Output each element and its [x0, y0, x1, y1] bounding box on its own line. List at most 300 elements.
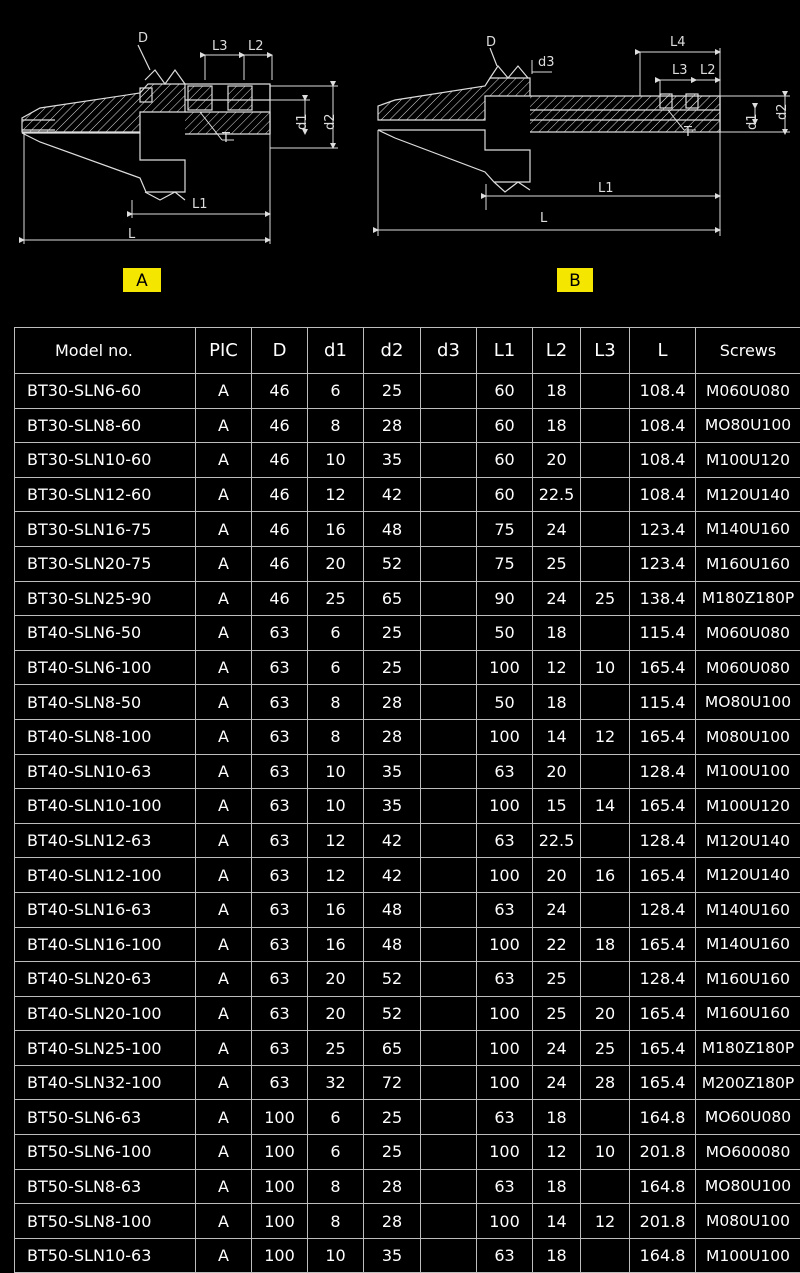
- cell-pic: A: [196, 1238, 252, 1273]
- cell-d: 63: [252, 685, 308, 720]
- cell-l1: 100: [477, 1065, 533, 1100]
- table-row: [15, 443, 800, 478]
- cell-d1: 20: [308, 962, 364, 997]
- table-row: [15, 512, 800, 547]
- cell-d1: 6: [308, 616, 364, 651]
- cell-model: BT50-SLN8-63: [15, 1169, 196, 1204]
- cell-d: 63: [252, 927, 308, 962]
- cell-model: BT30-SLN6-60: [15, 374, 196, 409]
- cell-d1: 8: [308, 408, 364, 443]
- header-d2: d2: [364, 328, 421, 374]
- cell-d2: 48: [364, 512, 421, 547]
- cell-l3: [581, 754, 630, 789]
- cell-l1: 60: [477, 374, 533, 409]
- cell-d1: 12: [308, 858, 364, 893]
- cell-l1: 100: [477, 927, 533, 962]
- cell-d3: [421, 962, 477, 997]
- cell-pic: A: [196, 927, 252, 962]
- cell-d1: 20: [308, 996, 364, 1031]
- cell-pic: A: [196, 546, 252, 581]
- cell-l1: 100: [477, 996, 533, 1031]
- cell-d: 100: [252, 1204, 308, 1239]
- cell-model: BT40-SLN8-100: [15, 719, 196, 754]
- cell-l1: 60: [477, 408, 533, 443]
- cell-d2: 65: [364, 581, 421, 616]
- cell-screws: M100U100: [696, 754, 800, 789]
- cell-l3: [581, 1169, 630, 1204]
- table-row: [15, 581, 800, 616]
- cell-model: BT50-SLN8-100: [15, 1204, 196, 1239]
- cell-l: 128.4: [630, 962, 696, 997]
- cell-d: 46: [252, 546, 308, 581]
- cell-l: 165.4: [630, 927, 696, 962]
- cell-l3: [581, 892, 630, 927]
- cell-d3: [421, 546, 477, 581]
- cell-model: BT40-SLN20-63: [15, 962, 196, 997]
- cell-d2: 28: [364, 408, 421, 443]
- cell-pic: A: [196, 962, 252, 997]
- cell-l: 165.4: [630, 1065, 696, 1100]
- cell-screws: M120U140: [696, 858, 800, 893]
- cell-l: 128.4: [630, 892, 696, 927]
- cell-l1: 100: [477, 789, 533, 824]
- cell-d: 63: [252, 789, 308, 824]
- header-l3: L3: [581, 328, 630, 374]
- cell-l2: 18: [533, 1169, 581, 1204]
- header-d1: d1: [308, 328, 364, 374]
- cell-screws: M100U120: [696, 789, 800, 824]
- cell-l2: 18: [533, 408, 581, 443]
- cell-d: 63: [252, 892, 308, 927]
- cell-d1: 16: [308, 927, 364, 962]
- cell-pic: A: [196, 1031, 252, 1066]
- table-row: [15, 719, 800, 754]
- cell-d1: 8: [308, 1169, 364, 1204]
- cell-d: 63: [252, 962, 308, 997]
- cell-l2: 18: [533, 616, 581, 651]
- cell-l2: 14: [533, 719, 581, 754]
- technical-drawing: [0, 0, 800, 325]
- cell-l: 165.4: [630, 858, 696, 893]
- cell-d2: 28: [364, 1204, 421, 1239]
- cell-d2: 52: [364, 962, 421, 997]
- cell-l2: 25: [533, 546, 581, 581]
- cell-l2: 12: [533, 1135, 581, 1170]
- cell-screws: MO80U100: [696, 685, 800, 720]
- cell-l1: 100: [477, 1135, 533, 1170]
- cell-d3: [421, 1135, 477, 1170]
- cell-l: 123.4: [630, 546, 696, 581]
- cell-d1: 6: [308, 1100, 364, 1135]
- cell-l: 201.8: [630, 1204, 696, 1239]
- cell-l2: 20: [533, 443, 581, 478]
- table-row: [15, 374, 800, 409]
- cell-l: 108.4: [630, 408, 696, 443]
- header-l2: L2: [533, 328, 581, 374]
- cell-pic: A: [196, 996, 252, 1031]
- cell-screws: M120U140: [696, 477, 800, 512]
- cell-d: 46: [252, 408, 308, 443]
- cell-screws: M060U080: [696, 374, 800, 409]
- cell-d2: 65: [364, 1031, 421, 1066]
- cell-model: BT30-SLN10-60: [15, 443, 196, 478]
- cell-l: 165.4: [630, 719, 696, 754]
- cell-l1: 90: [477, 581, 533, 616]
- cell-d: 63: [252, 1065, 308, 1100]
- cell-d3: [421, 823, 477, 858]
- cell-d2: 35: [364, 789, 421, 824]
- cell-d2: 25: [364, 1100, 421, 1135]
- cell-l3: [581, 823, 630, 858]
- cell-screws: M100U100: [696, 1238, 800, 1273]
- cell-d1: 6: [308, 374, 364, 409]
- cell-model: BT40-SLN10-63: [15, 754, 196, 789]
- cell-l: 128.4: [630, 823, 696, 858]
- cell-l2: 25: [533, 996, 581, 1031]
- cell-screws: M060U080: [696, 616, 800, 651]
- cell-l: 165.4: [630, 996, 696, 1031]
- cell-d: 63: [252, 616, 308, 651]
- cell-pic: A: [196, 1204, 252, 1239]
- cell-d3: [421, 719, 477, 754]
- cell-model: BT30-SLN20-75: [15, 546, 196, 581]
- cell-l3: 25: [581, 1031, 630, 1066]
- cell-pic: A: [196, 719, 252, 754]
- cell-pic: A: [196, 858, 252, 893]
- header-model: Model no.: [15, 328, 196, 374]
- table-header-row: [15, 328, 800, 374]
- cell-screws: M160U160: [696, 962, 800, 997]
- cell-d1: 16: [308, 892, 364, 927]
- cell-d3: [421, 996, 477, 1031]
- cell-l: 108.4: [630, 477, 696, 512]
- cell-d3: [421, 1065, 477, 1100]
- cell-l1: 100: [477, 1204, 533, 1239]
- table-row: [15, 789, 800, 824]
- label-b-d: D: [486, 35, 496, 50]
- cell-d2: 52: [364, 996, 421, 1031]
- cell-d3: [421, 1238, 477, 1273]
- table-row: [15, 616, 800, 651]
- cell-l2: 24: [533, 1031, 581, 1066]
- cell-screws: M160U160: [696, 546, 800, 581]
- cell-d2: 25: [364, 374, 421, 409]
- cell-d1: 20: [308, 546, 364, 581]
- table-row: [15, 1031, 800, 1066]
- table-row: [15, 1135, 800, 1170]
- cell-screws: M140U160: [696, 512, 800, 547]
- label-a-l1: L1: [192, 197, 208, 212]
- cell-model: BT40-SLN25-100: [15, 1031, 196, 1066]
- cell-l2: 18: [533, 1100, 581, 1135]
- cell-pic: A: [196, 1135, 252, 1170]
- cell-l: 165.4: [630, 650, 696, 685]
- cell-d: 46: [252, 443, 308, 478]
- cell-model: BT40-SLN6-50: [15, 616, 196, 651]
- table-row: [15, 477, 800, 512]
- cell-model: BT50-SLN10-63: [15, 1238, 196, 1273]
- cell-model: BT50-SLN6-63: [15, 1100, 196, 1135]
- cell-d1: 6: [308, 1135, 364, 1170]
- cell-l2: 25: [533, 962, 581, 997]
- cell-screws: MO600080: [696, 1135, 800, 1170]
- cell-d1: 32: [308, 1065, 364, 1100]
- cell-l: 138.4: [630, 581, 696, 616]
- cell-d1: 10: [308, 443, 364, 478]
- tag-a: A: [136, 271, 148, 291]
- cell-d: 46: [252, 581, 308, 616]
- cell-d1: 10: [308, 789, 364, 824]
- table-row: [15, 650, 800, 685]
- cell-d: 63: [252, 719, 308, 754]
- cell-l3: [581, 685, 630, 720]
- cell-d1: 16: [308, 512, 364, 547]
- cell-l1: 100: [477, 719, 533, 754]
- cell-pic: A: [196, 892, 252, 927]
- cell-l1: 50: [477, 616, 533, 651]
- cell-pic: A: [196, 581, 252, 616]
- cell-pic: A: [196, 616, 252, 651]
- cell-pic: A: [196, 477, 252, 512]
- cell-d3: [421, 927, 477, 962]
- cell-d3: [421, 1204, 477, 1239]
- cell-l3: 12: [581, 1204, 630, 1239]
- cell-l1: 60: [477, 443, 533, 478]
- cell-d1: 25: [308, 1031, 364, 1066]
- cell-l2: 14: [533, 1204, 581, 1239]
- cell-l3: [581, 443, 630, 478]
- cell-model: BT40-SLN6-100: [15, 650, 196, 685]
- label-b-l1: L1: [598, 181, 614, 196]
- header-d: D: [252, 328, 308, 374]
- cell-d2: 25: [364, 616, 421, 651]
- cell-l: 165.4: [630, 1031, 696, 1066]
- cell-l3: [581, 546, 630, 581]
- cell-pic: A: [196, 443, 252, 478]
- cell-l2: 18: [533, 374, 581, 409]
- header-pic: PIC: [196, 328, 252, 374]
- cell-l1: 63: [477, 1169, 533, 1204]
- cell-d2: 28: [364, 719, 421, 754]
- cell-l3: 14: [581, 789, 630, 824]
- cell-screws: M140U160: [696, 892, 800, 927]
- table-row: [15, 1065, 800, 1100]
- cell-d3: [421, 374, 477, 409]
- cell-d3: [421, 892, 477, 927]
- cell-d2: 52: [364, 546, 421, 581]
- table-row: [15, 858, 800, 893]
- cell-l3: 10: [581, 650, 630, 685]
- cell-d2: 35: [364, 443, 421, 478]
- cell-d2: 35: [364, 754, 421, 789]
- cell-d: 46: [252, 477, 308, 512]
- table-row: [15, 546, 800, 581]
- cell-l2: 18: [533, 685, 581, 720]
- cell-d: 63: [252, 1031, 308, 1066]
- cell-d: 100: [252, 1169, 308, 1204]
- label-a-l3: L3: [212, 39, 228, 54]
- cell-model: BT40-SLN12-63: [15, 823, 196, 858]
- cell-pic: A: [196, 512, 252, 547]
- cell-l1: 63: [477, 1238, 533, 1273]
- cell-l: 128.4: [630, 754, 696, 789]
- cell-l3: [581, 374, 630, 409]
- cell-l2: 22.5: [533, 477, 581, 512]
- cell-pic: A: [196, 1100, 252, 1135]
- cell-l: 164.8: [630, 1169, 696, 1204]
- label-b-l3: L3: [672, 63, 688, 78]
- cell-model: BT30-SLN12-60: [15, 477, 196, 512]
- cell-l2: 20: [533, 858, 581, 893]
- cell-l3: [581, 1100, 630, 1135]
- cell-d1: 8: [308, 1204, 364, 1239]
- label-a-d1: d1: [295, 113, 310, 130]
- cell-l2: 24: [533, 581, 581, 616]
- cell-d2: 28: [364, 685, 421, 720]
- table-row: [15, 1204, 800, 1239]
- cell-d1: 12: [308, 477, 364, 512]
- cell-d3: [421, 754, 477, 789]
- cell-d3: [421, 408, 477, 443]
- cell-model: BT40-SLN10-100: [15, 789, 196, 824]
- cell-screws: M080U100: [696, 719, 800, 754]
- table-row: [15, 1169, 800, 1204]
- cell-screws: M200Z180P: [696, 1065, 800, 1100]
- cell-l3: 10: [581, 1135, 630, 1170]
- label-a-t: T: [221, 131, 230, 146]
- cell-l1: 63: [477, 1100, 533, 1135]
- table-row: [15, 927, 800, 962]
- cell-l3: 20: [581, 996, 630, 1031]
- label-b-d3: d3: [538, 55, 555, 70]
- cell-l1: 63: [477, 962, 533, 997]
- cell-screws: M140U160: [696, 927, 800, 962]
- cell-l1: 63: [477, 892, 533, 927]
- cell-l3: 16: [581, 858, 630, 893]
- cell-d3: [421, 685, 477, 720]
- cell-d2: 28: [364, 1169, 421, 1204]
- cell-d: 100: [252, 1238, 308, 1273]
- cell-l3: 25: [581, 581, 630, 616]
- cell-l3: [581, 1238, 630, 1273]
- cell-model: BT30-SLN8-60: [15, 408, 196, 443]
- cell-l: 165.4: [630, 789, 696, 824]
- cell-pic: A: [196, 1169, 252, 1204]
- cell-model: BT30-SLN16-75: [15, 512, 196, 547]
- cell-model: BT50-SLN6-100: [15, 1135, 196, 1170]
- cell-d1: 10: [308, 1238, 364, 1273]
- cell-l3: 28: [581, 1065, 630, 1100]
- table-row: [15, 1238, 800, 1273]
- cell-l2: 24: [533, 1065, 581, 1100]
- cell-d3: [421, 512, 477, 547]
- table-row: [15, 996, 800, 1031]
- cell-l3: [581, 408, 630, 443]
- cell-l1: 75: [477, 546, 533, 581]
- cell-d3: [421, 1169, 477, 1204]
- cell-d3: [421, 789, 477, 824]
- cell-screws: M160U160: [696, 996, 800, 1031]
- cell-d1: 12: [308, 823, 364, 858]
- cell-screws: MO60U080: [696, 1100, 800, 1135]
- cell-d: 46: [252, 512, 308, 547]
- cell-l2: 12: [533, 650, 581, 685]
- cell-pic: A: [196, 685, 252, 720]
- cell-screws: M080U100: [696, 1204, 800, 1239]
- cell-l1: 60: [477, 477, 533, 512]
- holder-drawing-a: [22, 45, 270, 200]
- cell-model: BT40-SLN16-63: [15, 892, 196, 927]
- table-row: [15, 754, 800, 789]
- cell-model: BT40-SLN12-100: [15, 858, 196, 893]
- cell-l1: 100: [477, 650, 533, 685]
- table-row: [15, 1100, 800, 1135]
- cell-d2: 48: [364, 892, 421, 927]
- spec-table: [14, 327, 800, 1273]
- cell-d1: 25: [308, 581, 364, 616]
- cell-model: BT40-SLN8-50: [15, 685, 196, 720]
- cell-model: BT40-SLN16-100: [15, 927, 196, 962]
- cell-d3: [421, 1100, 477, 1135]
- cell-d3: [421, 1031, 477, 1066]
- cell-l: 164.8: [630, 1100, 696, 1135]
- cell-model: BT40-SLN32-100: [15, 1065, 196, 1100]
- cell-pic: A: [196, 408, 252, 443]
- cell-d2: 42: [364, 477, 421, 512]
- cell-l3: [581, 512, 630, 547]
- label-b-l: L: [540, 211, 548, 226]
- cell-d: 63: [252, 858, 308, 893]
- cell-screws: M060U080: [696, 650, 800, 685]
- cell-l2: 15: [533, 789, 581, 824]
- label-b-l2: L2: [700, 63, 716, 78]
- cell-l2: 22: [533, 927, 581, 962]
- label-b-t: T: [683, 125, 692, 140]
- cell-d2: 42: [364, 823, 421, 858]
- cell-d3: [421, 443, 477, 478]
- cell-l2: 18: [533, 1238, 581, 1273]
- cell-l2: 24: [533, 512, 581, 547]
- header-screws: Screws: [696, 328, 800, 374]
- cell-d: 46: [252, 374, 308, 409]
- cell-screws: M180Z180P: [696, 1031, 800, 1066]
- table-row: [15, 408, 800, 443]
- cell-d: 100: [252, 1135, 308, 1170]
- cell-l2: 20: [533, 754, 581, 789]
- cell-d: 63: [252, 650, 308, 685]
- cell-l: 115.4: [630, 685, 696, 720]
- table-row: [15, 685, 800, 720]
- cell-screws: M180Z180P: [696, 581, 800, 616]
- cell-l3: 12: [581, 719, 630, 754]
- cell-d1: 8: [308, 719, 364, 754]
- cell-d1: 8: [308, 685, 364, 720]
- cell-pic: A: [196, 789, 252, 824]
- cell-pic: A: [196, 1065, 252, 1100]
- cell-l1: 100: [477, 1031, 533, 1066]
- table-row: [15, 962, 800, 997]
- cell-l3: [581, 962, 630, 997]
- cell-pic: A: [196, 374, 252, 409]
- table-row: [15, 892, 800, 927]
- header-l1: L1: [477, 328, 533, 374]
- header-l: L: [630, 328, 696, 374]
- label-b-d1: d1: [745, 113, 760, 130]
- cell-d: 63: [252, 823, 308, 858]
- cell-l: 123.4: [630, 512, 696, 547]
- cell-l1: 63: [477, 823, 533, 858]
- cell-screws: M120U140: [696, 823, 800, 858]
